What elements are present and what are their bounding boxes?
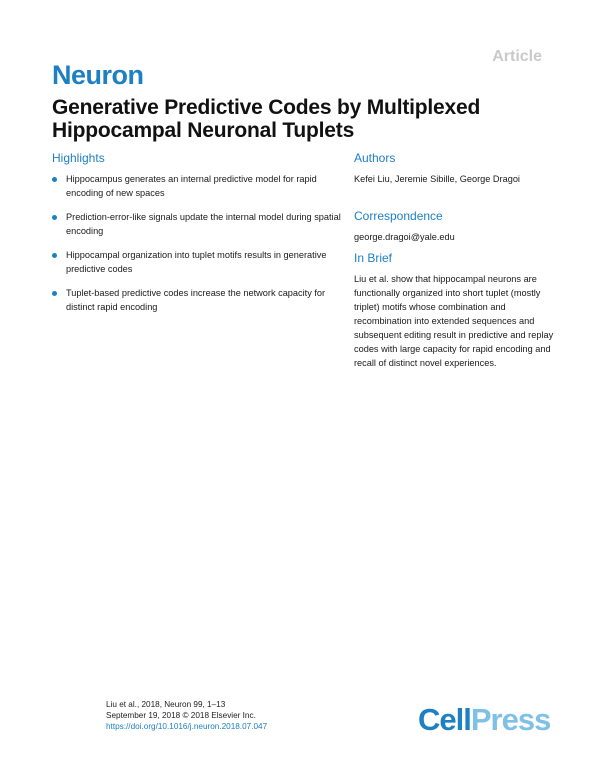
correspondence-section — [354, 209, 554, 244]
logo-cell-text: Cell — [418, 702, 471, 737]
highlight-text: Hippocampus generates an internal predictive model for rapid encoding of new spaces — [66, 174, 317, 198]
citation-footer — [106, 699, 366, 732]
bullet-icon — [52, 177, 57, 182]
cellpress-logo — [418, 702, 550, 738]
date-copyright-line: September 19, 2018 © 2018 Elsevier Inc. — [106, 711, 256, 720]
correspondence-email[interactable]: george.dragoi@yale.edu — [354, 232, 455, 242]
bullet-icon — [52, 253, 57, 258]
correspondence-heading: Correspondence — [354, 209, 443, 223]
article-type-label: Article — [492, 48, 542, 65]
authors-list: Kefei Liu, Jeremie Sibille, George Dragoi — [354, 174, 520, 184]
journal-name: Neuron — [52, 60, 144, 90]
bullet-icon — [52, 291, 57, 296]
highlight-item — [52, 286, 342, 314]
logo-press-text: Press — [470, 702, 551, 737]
doi-link[interactable]: https://doi.org/10.1016/j.neuron.2018.07.047 — [106, 722, 268, 731]
authors-heading: Authors — [354, 151, 396, 165]
in-brief-section — [354, 251, 554, 370]
highlight-text: Prediction-error-like signals update the internal model during spatial encoding — [66, 212, 341, 236]
in-brief-text: Liu et al. show that hippocampal neurons are functionally organized into short tuplet (mostly triplet) motifs whose combination and recombination into extended sequences and subsequent editing result in predictive and replay codes with large capacity for rapid encoding and recall of distinct novel experiences. — [354, 274, 554, 368]
paper-title: Generative Predictive Codes by Multiplexed Hippocampal Neuronal Tuplets — [52, 96, 481, 142]
citation-line: Liu et al., 2018, Neuron 99, 1–13 — [106, 700, 226, 709]
highlight-text: Hippocampal organization into tuplet motifs results in generative predictive codes — [66, 250, 327, 274]
bullet-icon — [52, 215, 57, 220]
in-brief-heading: In Brief — [354, 251, 393, 265]
highlight-item — [52, 248, 342, 276]
highlights-heading: Highlights — [52, 151, 105, 165]
highlights-section — [52, 151, 342, 324]
authors-section — [354, 151, 554, 186]
highlight-text: Tuplet-based predictive codes increase the network capacity for distinct rapid encoding — [66, 288, 326, 312]
highlight-item — [52, 172, 342, 200]
highlights-list — [52, 172, 342, 314]
highlight-item — [52, 210, 342, 238]
